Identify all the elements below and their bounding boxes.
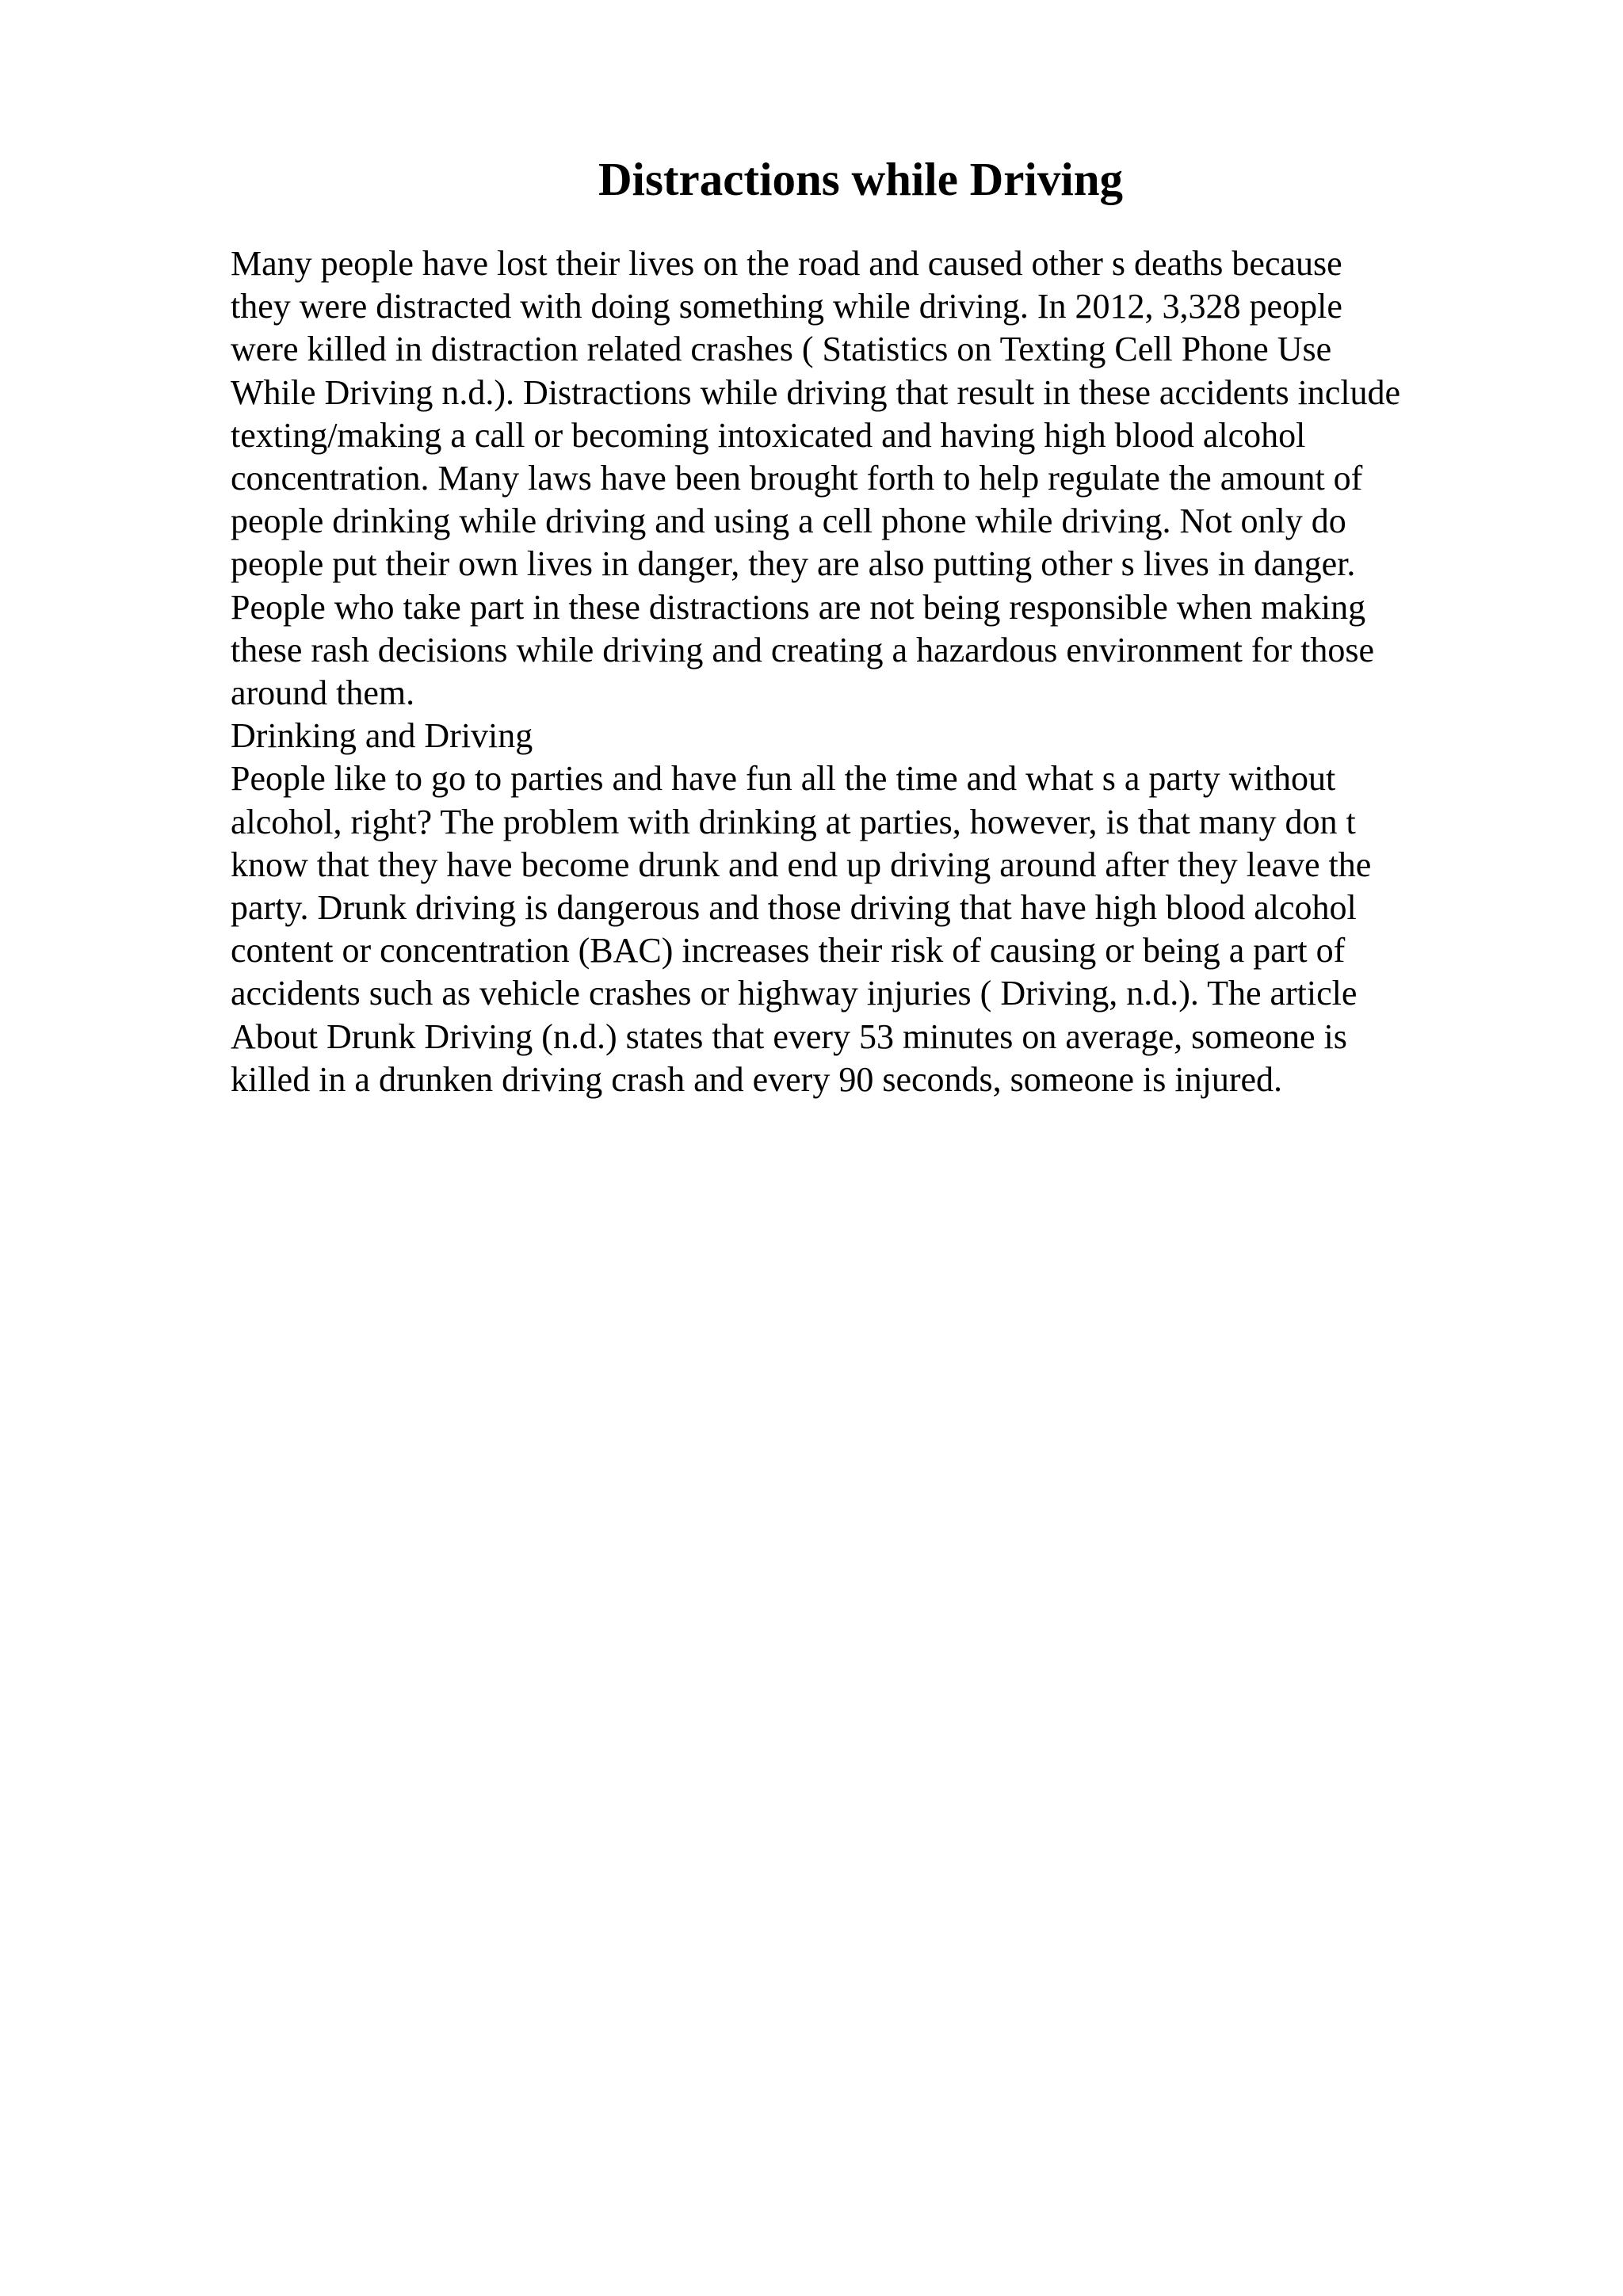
paragraph-line: they were distracted with doing something while driving. In 2012, 3,328 people	[231, 287, 1342, 326]
document-title: Distractions while Driving	[598, 153, 1124, 205]
paragraph-line: were killed in distraction related crashes ( Statistics on Texting Cell Phone Use	[231, 330, 1332, 369]
paragraph-line: While Driving n.d.). Distractions while driving that result in these accidents include	[231, 372, 1401, 412]
paragraph-line: About Drunk Driving (n.d.) states that every 53 minutes on average, someone is	[231, 1016, 1347, 1056]
paragraph-line: around them.	[231, 673, 415, 713]
paragraph-line: killed in a drunken driving crash and every 90 seconds, someone is injured.	[231, 1059, 1283, 1099]
paragraph-line: concentration. Many laws have been brought forth to help regulate the amount of	[231, 459, 1363, 498]
drinking-paragraph	[231, 757, 1499, 1101]
paragraph-line: texting/making a call or becoming intoxicated and having high blood alcohol	[231, 415, 1306, 455]
paragraph-line: people drinking while driving and using a cell phone while driving. Not only do	[231, 502, 1346, 541]
paragraph-line: content or concentration (BAC) increases their risk of causing or being a part of	[231, 931, 1346, 971]
section-heading: Drinking and Driving	[231, 716, 533, 756]
paragraph-line: party. Drunk driving is dangerous and those driving that have high blood alcohol	[231, 888, 1357, 928]
paragraph-line: Many people have lost their lives on the road and caused other s deaths because	[231, 244, 1342, 283]
paragraph-line: People who take part in these distractions are not being responsible when making	[231, 587, 1366, 627]
paragraph-line: people put their own lives in danger, they are also putting other s lives in danger.	[231, 544, 1356, 584]
paragraph-line: know that they have become drunk and end up driving around after they leave the	[231, 845, 1372, 884]
document-body	[231, 242, 1499, 1101]
paragraph-line: accidents such as vehicle crashes or highway injuries ( Driving, n.d.). The article	[231, 974, 1358, 1013]
paragraph-line: these rash decisions while driving and creating a hazardous environment for those	[231, 630, 1374, 669]
intro-paragraph	[231, 242, 1499, 715]
paragraph-line: People like to go to parties and have fun all the time and what s a party without	[231, 759, 1336, 799]
paragraph-line: alcohol, right? The problem with drinking at parties, however, is that many don t	[231, 802, 1356, 841]
